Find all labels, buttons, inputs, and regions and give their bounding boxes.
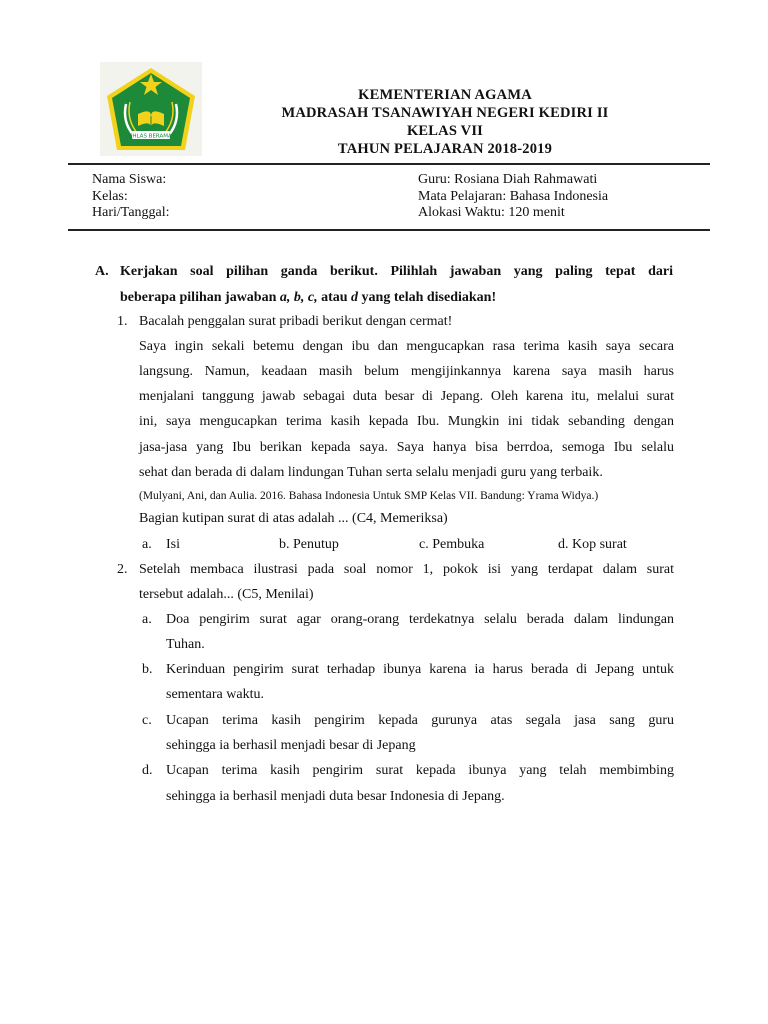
instruction-text: atau — [317, 290, 352, 305]
class-name: KELAS VII — [406, 123, 484, 139]
q2-option-d[interactable]: Ucapan terima kasih pengirim surat kepada ibunya yang telah membimbing — [166, 763, 674, 778]
q2-option-c-letter: c. — [142, 713, 152, 728]
q2-question-line: Setelah membaca ilustrasi pada soal nomor 1, pokok isi yang terdapat dalam surat — [139, 562, 674, 577]
q2-option-c[interactable]: Ucapan terima kasih pengirim kepada gurunya atas segala jasa sang guru — [166, 713, 674, 728]
q1-letter-line: Saya ingin sekali betemu dengan ibu dan mengucapkan rasa terima kasih saya secara — [139, 339, 674, 354]
q2-option-a[interactable]: Tuhan. — [166, 637, 205, 652]
teacher-label: Guru: Rosiana Diah Rahmawati — [418, 172, 598, 187]
q2-option-a-letter: a. — [142, 612, 152, 627]
q1-option-d[interactable]: d. Kop surat — [558, 537, 627, 552]
school-name: MADRASAH TSANAWIYAH NEGERI KEDIRI II — [281, 105, 609, 121]
q1-question: Bagian kutipan surat di atas adalah ... (C4, Memeriksa) — [139, 511, 448, 526]
q1-letter-line: jasa-jasa yang Ibu berikan kepada saya. Saya hanya bisa berrdoa, semoga Ibu selalu — [139, 440, 674, 455]
q1-letter-line: sehat dan berada di dalam lindungan Tuhan serta selalu menjadi guru yang terbaik. — [139, 465, 603, 480]
q2-option-b[interactable]: Kerinduan pengirim surat terhadap ibunya karena ia harus berada di Jepang untuk — [166, 662, 674, 677]
instruction-options: a, b, c, — [279, 290, 318, 305]
question-number-1: 1. — [117, 314, 128, 329]
section-letter: A. — [95, 264, 109, 279]
time-allocation-label: Alokasi Waktu: 120 menit — [418, 205, 565, 220]
ministry-name: KEMENTERIAN AGAMA — [358, 87, 532, 103]
q1-option-a-letter: a. — [142, 537, 152, 552]
q1-letter-line: langsung. Namun, keadaan masih belum mengijinkannya karena saya masih harus — [139, 364, 674, 379]
q2-option-d[interactable]: sehingga ia berhasil menjadi duta besar Indonesia di Jepang. — [166, 789, 505, 804]
q2-option-b-letter: b. — [142, 662, 153, 677]
ministry-logo — [100, 62, 202, 156]
q1-option-c[interactable]: c. Pembuka — [419, 537, 485, 552]
document-header — [230, 86, 660, 158]
q2-option-a[interactable]: Doa pengirim surat agar orang-orang terdekatnya selalu berada dalam lindungan — [166, 612, 674, 627]
student-name-label: Nama Siswa: — [92, 172, 167, 187]
q2-option-c[interactable]: sehingga ia berhasil menjadi besar di Jepang — [166, 738, 416, 753]
q1-option-b[interactable]: b. Penutup — [279, 537, 339, 552]
section-instruction-line-1: Kerjakan soal pilihan ganda berikut. Pilihlah jawaban yang paling tepat dari — [120, 264, 673, 279]
student-info — [92, 172, 170, 222]
question-number-2: 2. — [117, 562, 128, 577]
divider-bottom — [68, 229, 710, 231]
q2-option-b[interactable]: sementara waktu. — [166, 687, 264, 702]
q2-option-d-letter: d. — [142, 763, 153, 778]
section-instruction-line-2 — [120, 290, 673, 306]
date-label: Hari/Tanggal: — [92, 205, 170, 220]
subject-label: Mata Pelajaran: Bahasa Indonesia — [418, 188, 609, 204]
logo-motto: IKHLAS BERAMAL — [127, 133, 175, 140]
instruction-text: beberapa pilihan jawaban — [120, 290, 280, 305]
class-label: Kelas: — [92, 188, 128, 204]
q2-question-line: tersebut adalah... (C5, Menilai) — [139, 587, 314, 602]
q1-letter-line: menjalani tanggung jawab sebagai duta besar di Jepang. Oleh karena itu, melalui surat — [139, 389, 674, 404]
q1-letter-line: ini, saya mengucapkan terima kasih kepada Ibu. Mungkin ini tidak sebanding dengan — [139, 414, 674, 429]
instruction-text: yang telah disediakan! — [358, 290, 497, 305]
q1-citation: (Mulyani, Ani, dan Aulia. 2016. Bahasa Indonesia Untuk SMP Kelas VII. Bandung: Yrama Widya.) — [139, 490, 599, 502]
academic-year: TAHUN PELAJARAN 2018-2019 — [337, 141, 553, 157]
exam-info — [418, 172, 608, 222]
q1-prompt: Bacalah penggalan surat pribadi berikut dengan cermat! — [139, 314, 453, 329]
q1-option-a[interactable]: Isi — [166, 537, 180, 552]
instruction-option-d: d — [351, 290, 359, 305]
divider-top — [68, 163, 710, 165]
